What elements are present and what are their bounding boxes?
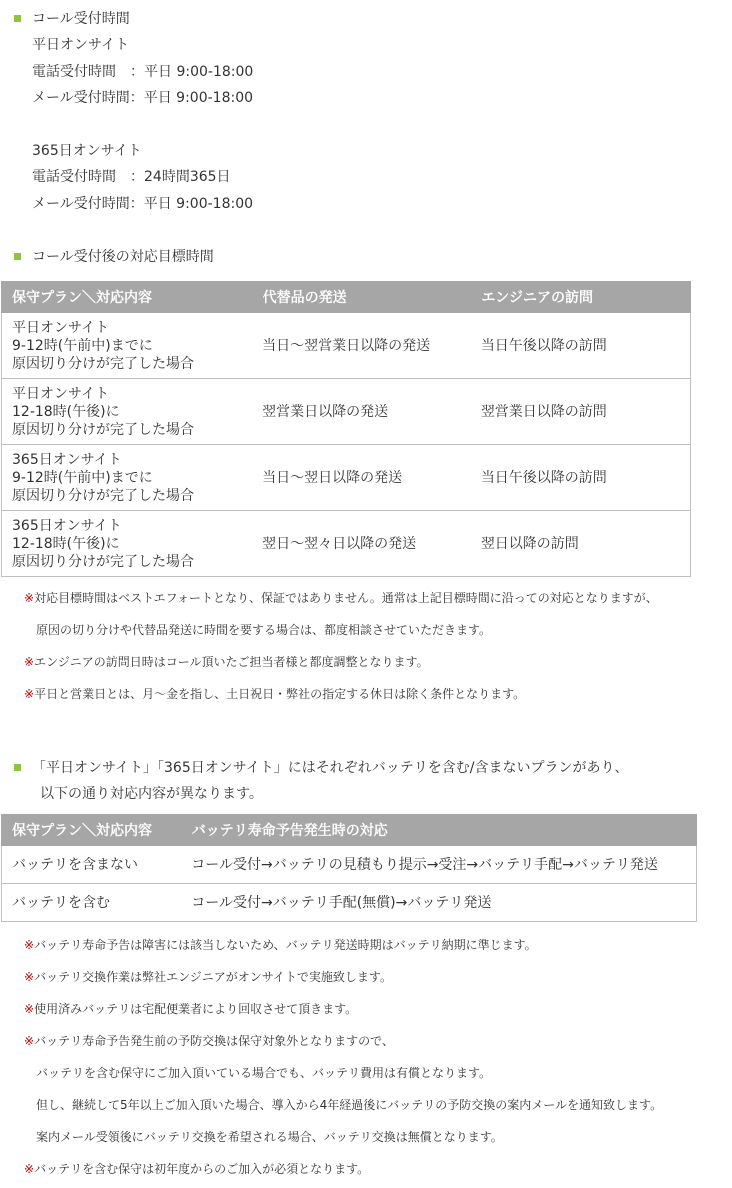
note-line: ※使用済みバッテリは宅配便業者により回収させて頂きます。 <box>24 1002 358 1016</box>
plan-cell: バッテリを含む <box>2 884 182 922</box>
column-header: バッテリ寿命予告発生時の対応 <box>181 815 696 846</box>
column-header: 保守プラン＼対応内容 <box>2 282 253 313</box>
plan-cell: 平日オンサイト 9-12時(午前中)までに 原因切り分けが完了した場合 <box>2 313 253 379</box>
heading-text: コール受付後の対応目標時間 <box>32 249 214 265</box>
bullet-square-icon <box>14 15 21 22</box>
visit-cell: 翌営業日以降の訪問 <box>471 379 691 445</box>
heading-text: 「平日オンサイト」「365日オンサイト」にはそれぞれバッテリを含む/含まないプランがあり、 <box>32 760 629 776</box>
table-row <box>2 884 697 922</box>
replacement-cell: 翌日～翌々日以降の発送 <box>252 511 471 577</box>
table-header-row <box>2 282 691 313</box>
battery-plan-table <box>1 814 697 922</box>
visit-cell: 当日午後以降の訪問 <box>471 313 691 379</box>
visit-cell: 当日午後以降の訪問 <box>471 445 691 511</box>
note-line: ※バッテリ交換作業は弊社エンジニアがオンサイトで実施致します。 <box>24 970 392 984</box>
column-header: 保守プラン＼対応内容 <box>2 815 182 846</box>
plan-cell: 平日オンサイト 12-18時(午後)に 原因切り分けが完了した場合 <box>2 379 253 445</box>
replacement-cell: 当日～翌営業日以降の発送 <box>252 313 471 379</box>
note-line: ※バッテリを含む保守は初年度からのご加入が必須となります。 <box>24 1162 370 1176</box>
note-line: ※平日と営業日とは、月～金を指し、土日祝日・弊社の指定する休日は除く条件となります。 <box>24 687 526 701</box>
action-cell: コール受付→バッテリの見積もり提示→受注→バッテリ手配→バッテリ発送 <box>181 846 696 884</box>
note-line: 但し、継続して5年以上ご加入頂いた場合、導入から4年経過後にバッテリの予防交換の案内メールを通知致します。 <box>36 1098 663 1112</box>
note-line: ※エンジニアの訪問日時はコール頂いたご担当者様と都度調整となります。 <box>24 655 429 669</box>
note-line: ※対応目標時間はベストエフォートとなり、保証ではありません。通常は上記目標時間に沿っての対応となりますが、 <box>24 591 658 605</box>
plan-cell: 365日オンサイト 12-18時(午後)に 原因切り分けが完了した場合 <box>2 511 253 577</box>
note-line: ※バッテリ寿命予告発生前の予防交換は保守対象外となりますので、 <box>24 1034 394 1048</box>
response-time-table <box>1 281 691 577</box>
battery-plan-heading-cont: 以下の通り対応内容が異なります。 <box>40 786 263 802</box>
replacement-cell: 当日～翌日以降の発送 <box>252 445 471 511</box>
note-line: ※バッテリ寿命予告は障害には該当しないため、バッテリ発送時期はバッテリ納期に準じます。 <box>24 938 537 952</box>
replacement-cell: 翌営業日以降の発送 <box>252 379 471 445</box>
column-header: 代替品の発送 <box>252 282 471 313</box>
heading-text: コール受付時間 <box>32 11 130 27</box>
allday-mail-hours: メール受付時間：平日 9:00-18:00 <box>32 196 254 212</box>
bullet-square-icon <box>14 253 21 260</box>
note-line: 案内メール受領後にバッテリ交換を希望される場合、バッテリ交換は無償となります。 <box>36 1130 503 1144</box>
weekday-onsite-title: 平日オンサイト <box>32 37 130 53</box>
plan-cell: 365日オンサイト 9-12時(午前中)までに 原因切り分けが完了した場合 <box>2 445 253 511</box>
table-row <box>2 445 691 511</box>
table-header-row <box>2 815 697 846</box>
weekday-mail-hours: メール受付時間：平日 9:00-18:00 <box>32 90 254 106</box>
column-header: エンジニアの訪問 <box>471 282 691 313</box>
note-line: 原因の切り分けや代替品発送に時間を要する場合は、都度相談させていただきます。 <box>36 623 492 637</box>
note-line: バッテリを含む保守にご加入頂いている場合でも、バッテリ費用は有償となります。 <box>36 1066 492 1080</box>
table-row <box>2 313 691 379</box>
allday-onsite-title: 365日オンサイト <box>32 143 142 159</box>
allday-phone-hours: 電話受付時間 ：24時間365日 <box>32 169 231 185</box>
visit-cell: 翌日以降の訪問 <box>471 511 691 577</box>
table-row <box>2 511 691 577</box>
table-row <box>2 379 691 445</box>
action-cell: コール受付→バッテリ手配(無償)→バッテリ発送 <box>181 884 696 922</box>
table-row <box>2 846 697 884</box>
plan-cell: バッテリを含まない <box>2 846 182 884</box>
bullet-square-icon <box>14 764 21 771</box>
weekday-phone-hours: 電話受付時間 ：平日 9:00-18:00 <box>32 64 254 80</box>
